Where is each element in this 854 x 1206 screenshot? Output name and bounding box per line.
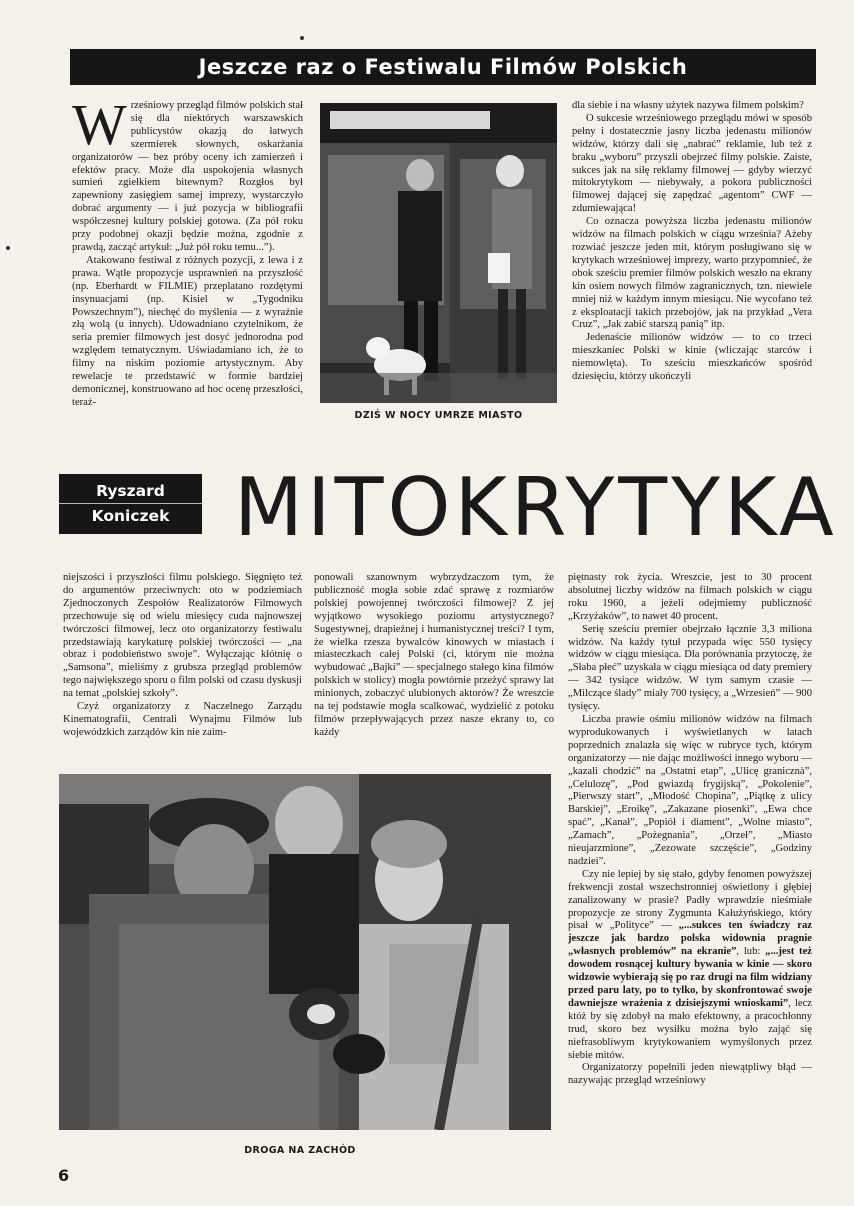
quote-bold: „...jest też dowodem rosnącej kultury bywania w kinie — skoro widzowie wybierają się po raz drugi na film widziany przed paru laty, po to tylko, by skonfrontować swoje dawniejsze wrażenia z dzisiejszymi wnioskami” bbox=[568, 946, 812, 1009]
margin-dot bbox=[6, 246, 10, 250]
margin-dot bbox=[300, 36, 304, 40]
intro-paragraph: Wrześniowy przegląd filmów polskich stał się dla niektórych warszawskich publicystów okazją do łatwych szermierek słownych, oskarżania organizatorów — bez próby oceny ich zamierzeń i efektów pracy. Może dla uspokojenia własnych sumień zgiełkiem bitewnym? Rozgłos był zapewniony zasięgiem samej imprezy, wystarczyło dobrać argumenty — i już pozycja w bibliografii współczesnej kultury polskiej gotowa. (Za pół roku przy podobnej okazji będzie można, zgodnie z prawdą, zacząć artykuł: „Już pół roku temu...”). bbox=[72, 92, 303, 253]
photo-caption-top: DZIŚ W NOCY UMRZE MIASTO bbox=[354, 410, 523, 421]
shop-window-illustration bbox=[320, 103, 557, 403]
article-column-top-3 bbox=[572, 100, 812, 384]
film-still-photo-top bbox=[320, 103, 557, 403]
article-column-lower-2 bbox=[314, 572, 554, 740]
author-box bbox=[59, 474, 202, 534]
section-banner: Jeszcze raz o Festiwalu Filmów Polskich bbox=[70, 49, 816, 85]
article-title: MITOKRYTYKA bbox=[234, 461, 838, 554]
paragraph: Serię sześciu premier obejrzało łącznie 3,3 miliona widzów. Na każdy tytuł przypada więc 550 tysięcy widzów w ciągu miesiąca. Dla porównania przytoczę, że „Słaba płeć” uzyskała w ciągu miesiąca od daty premiery — 342 tysiące widzów. W tym samym czasie — „Milczące ślady” miały 700 tysięcy, a „Wrzesień” — 900 tysięcy. bbox=[568, 623, 812, 713]
paragraph: dla siebie i na własny użytek nazywa filmem polskim? bbox=[572, 100, 804, 111]
paragraph: Co oznacza powyższa liczba jedenastu milionów widzów na filmach polskich w ciągu września? Ażeby rozwiać jeszcze jeden mit, którym posługiwano się w krytykach wrześniowej imprezy, warto przypomnieć, że obok sześciu premier filmów polskich weszło na ekrany kin osiem nowych filmów zagranicznych, tzn. niewiele mniej niż w każdym innym miesiącu. Nie wycofano też z eksploatacji takich przebojów, jak na przykład „Vera Cruz”, „Jak zabić starszą panią” itp. bbox=[572, 216, 812, 331]
paragraph: O sukcesie wrześniowego przeglądu mówi w sposób pełny i dostatecznie jasny liczba jedenastu milionów widzów, którzy dali się „nabrać” reklamie, lub też z braku „wyboru” przyszli obejrzeć filmy polskie. Zaiste, sukces jak na siłę reklamy filmowej — gdyby wierzyć mitokrytykom — niebywały, a pokora publiczności filmowej dającej się zapędzać „agentom” CWF — zdumiewająca! bbox=[572, 112, 812, 215]
author-first-name: Ryszard bbox=[96, 482, 165, 500]
paragraph: Czy nie lepiej by się stało, gdyby fenomen powyższej frekwencji został wszechstronniej oświetlony i głębiej zanalizowany w prasie? Padły wprawdzie nieśmiałe propozycje ze strony Zygmunta Kałużyńskiego, który pisał w „Polityce” — „...sukces ten świadczy raz jeszcze jak bardzo polska widownia pragnie „własnych problemów” na ekranie”, lub: „...jest też dowodem rosnącej kultury bywania w kinie — skoro widzowie wybierają się po raz drugi na film widziany przed paru laty, po to tylko, by skonfrontować swoje dawniejsze wrażenia z dzisiejszymi wnioskami”, lecz któż by się zdobył na mało efektowny, a pracochłonny trud, skoro bez wysiłku można było zająć się niefrasobliwym krytykowaniem wymyślonych przez siebie mitów. bbox=[568, 868, 812, 1061]
drop-cap: W bbox=[72, 92, 127, 157]
paragraph: ponowali szanownym wybrzydzaczom tym, że publiczność mogła sobie zdać sprawę z rozmiarów polskiej powojennej twórczości filmowej? Z jej wyjątkowo wysokiego poziomu artystycznego? Sugestywnej, drapieżnej i humanistycznej treści? I tym, że wielka rzesza bywalców kinowych w miastach i miasteczkach całej Polski (ci, którym nie można wybudować „Bajki” — specjalnego stałego kina filmów polskich w stolicy) mogła powtórnie przeżyć sprawy lat minionych, zobaczyć ulubionych aktorów? Że wreszcie na tej podstawie mogła scalkować, wydzielić z potoku filmów przepływających przez nasze ekrany to, co każdy bbox=[314, 572, 554, 738]
article-column-lower-3 bbox=[568, 572, 812, 1088]
author-last-name: Koniczek bbox=[59, 503, 202, 528]
photo-caption-bottom: DROGA NA ZACHÓD bbox=[244, 1145, 356, 1156]
page-number: 6 bbox=[58, 1166, 70, 1185]
paragraph: Jedenaście milionów widzów — to co trzeci mieszkaniec Polski w kinie (wliczając starców i niemowlęta). To sześciu mieszkańców spośród dziesięciu, którzy ukończyli bbox=[572, 332, 812, 383]
article-column-top-1 bbox=[72, 92, 303, 410]
paragraph: Atakowano festiwal z różnych pozycji, z lewa i z prawa. Wątłe propozycje usprawnień na przyszłość (np. Eberhardt w FILMIE) przeplatano rozdętymi insynuacjami (np. Kisiel w „Tygodniku Powszechnym”), niechęć do myślenia — z wyraźnie złą wolą (u innych). Udowadniano czytelnikom, że seria premier filmowych jest dosyć jednorodna pod względem tematycznym. Uświadamiano ich, że to filmy na niskim poziomie artystycznym. Aby rewelacje te przedstawić w formie bardziej demonicznej, konstruowano ad hoc ocenę przeszłości, teraź- bbox=[72, 254, 303, 408]
film-still-photo-bottom bbox=[59, 774, 551, 1130]
paragraph: piętnasty rok życia. Wreszcie, jest to 30 procent absolutnej liczby widzów na filmach polskich w ciągu roku 1960, a jeżeli odejmiemy publiczność „Krzyżaków”, to nawet 40 procent. bbox=[568, 572, 812, 622]
paragraph: Organizatorzy popełnili jeden niewątpliwy błąd — nazywając przegląd wrześniowy bbox=[568, 1062, 812, 1087]
paragraph: Czyż organizatorzy z Naczelnego Zarządu Kinematografii, Centrali Wynajmu Filmów lub wojewódzkich zarządów kin nie zaim- bbox=[63, 701, 302, 738]
street-scene-illustration bbox=[59, 774, 551, 1130]
quote-bold: „...sukces ten świadczy raz jeszcze jak bardzo polska widownia pragnie „własnych problemów” na ekranie” bbox=[568, 920, 812, 958]
article-column-lower-1 bbox=[63, 572, 302, 740]
paragraph: Liczba prawie ośmiu milionów widzów na filmach wyprodukowanych i wyświetlanych w latach poprzednich znalazła się więc w rubryce tych, którym organizatorzy — nie dając możliwości innego wyboru — „kazali chodzić” na „Ostatni etap”, „Ulicę granicznà”, „Celulozę”, „Pod gwiazdą frygijską”, „Pokolenie”, „Pierwszy start”, „Młodość Chopina”, „Piątkę z ulicy Barskiej”, „Eroikę”, „Zakazane piosenki”, „Ewa chce spać”, „Kanał”, „Popiół i diament”, „Wolne miasto”, „Zamach”, „Pożegnania”, „Orzeł”, „Miasto nieujarzmione”, „Zezowate szczęście”, „Godziny nadziei”. bbox=[568, 713, 812, 867]
paragraph: niejszości i przyszłości filmu polskiego. Sięgnięto też do argumentów przeciwnych: oto w podziemiach Zjednoczonych Zespołów Realizatorów Filmowych przechowuje się od wielu miesięcy cuda najnowszej twórczości filmowej, lecz oto organizatorzy festiwalu przedstawiają karykaturę polskiej twórczości — „na obraz i podobieństwo swoje”. Wyłączając kłótnię o „Samsona”, mieliśmy z grubsza przegląd problemów tego największego sporu o film polski od czasu dyskusji na temat „polskiej szkoły”. bbox=[63, 572, 302, 700]
